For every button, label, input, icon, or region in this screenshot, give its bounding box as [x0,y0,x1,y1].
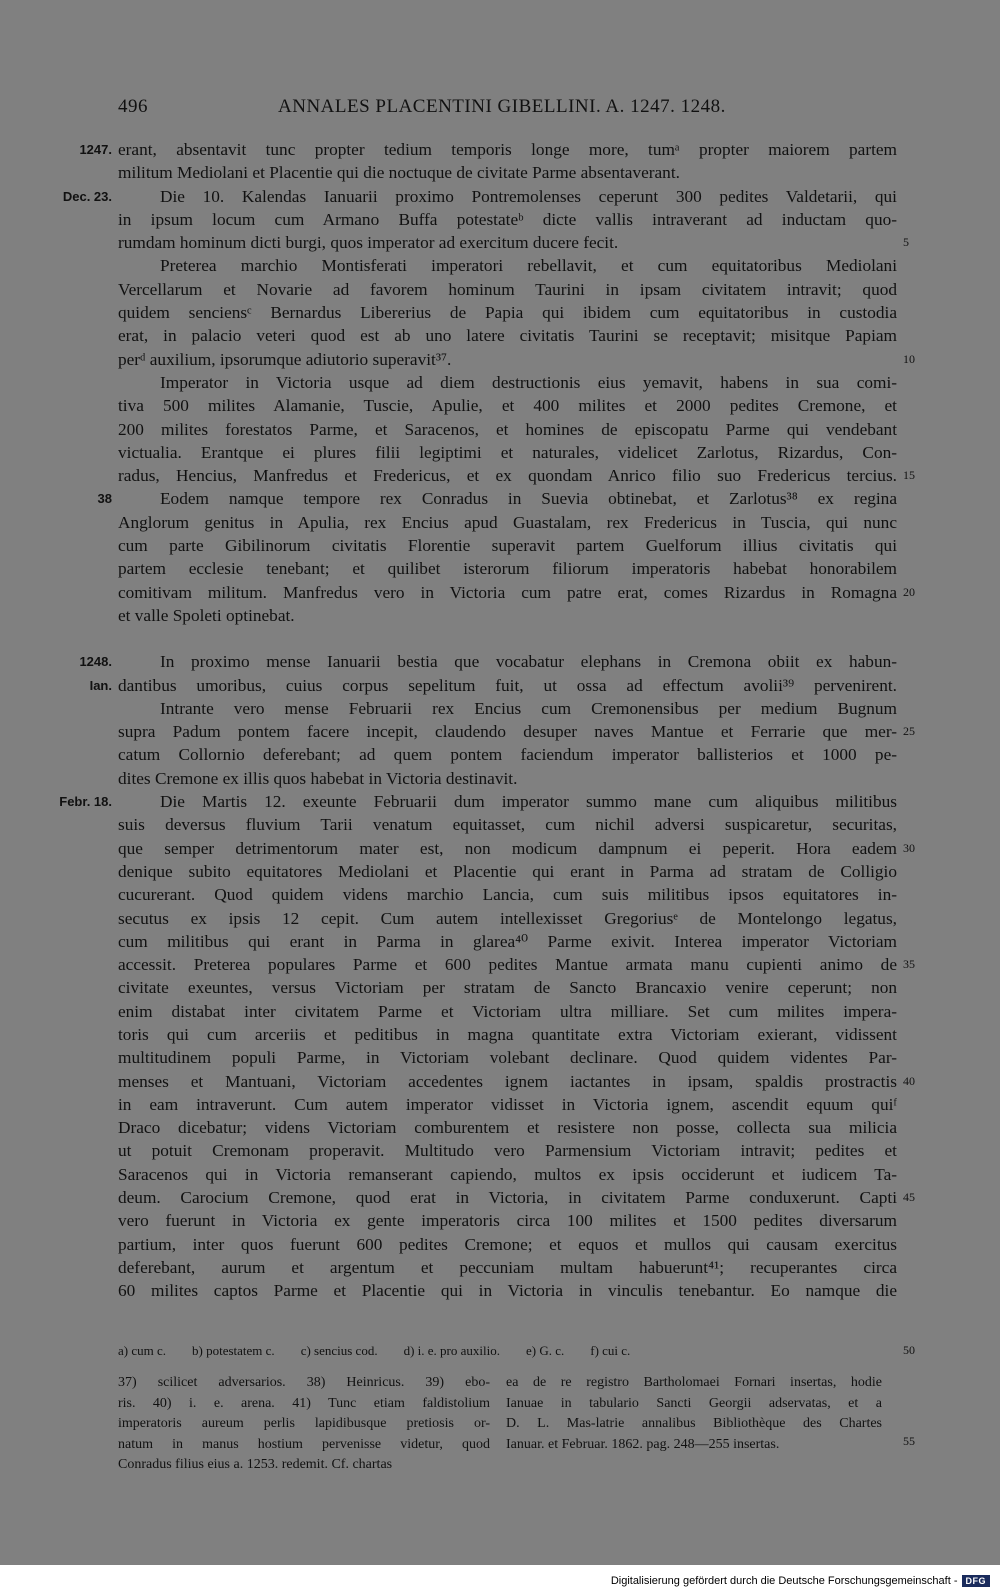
apparatus-note: e) G. c. [525,1343,565,1358]
line-text: ut potuit Cremonam properavit. Multitudo vero Parmensium Victoriam intravit; pedites et [118,1141,897,1161]
text-line [0,138,1000,161]
text-line [0,743,1000,766]
line-text: erat, in palacio veteri quod est ab uno latere civitatis Taurini se receptavit; misitque Papiam [118,326,897,346]
marginal-date-note: 1248. [79,654,112,670]
text-line [0,581,1000,604]
text-line [0,1070,1000,1093]
text-line [0,1093,1000,1116]
line-text: victualia. Erantque ei plures filii legiptimi et naturales, videlicet Zarlotus, Rizardus, Con- [118,442,897,462]
footnote-line: Ianuae in tabulario Sancti Georgii adservatas, et a [506,1395,882,1411]
marginal-date-note: 1247. [79,142,112,157]
line-number: 5 [903,235,909,250]
line-text: Imperator in Victoria usque ad diem destructionis eius yemavit, habens in sua comi- [160,372,897,392]
text-line [0,208,1000,231]
footnotes-right-column [506,1373,882,1455]
line-text: enim distabat inter civitatem Parme et Victoriam ultra milliare. Set cum milites impera- [118,1001,897,1021]
dfg-logo: DFG [962,1575,991,1587]
apparatus-note: d) i. e. pro auxilio. [403,1343,500,1358]
line-number: 35 [903,957,915,972]
text-line [0,860,1000,883]
footnote-line-number: 55 [903,1434,915,1448]
line-number: 25 [903,724,915,739]
apparatus-note: c) sencius cod. [300,1343,378,1358]
text-line [0,324,1000,347]
text-line [0,1233,1000,1256]
main-text [0,138,1000,1303]
line-text: rumdam hominum dicti burgi, quos imperator ad exercitum ducere fecit. [118,233,619,253]
text-line [0,1186,1000,1209]
line-text: denique subito equitatores Mediolani et Placentie qui erant in Parma ad stratam de Colligio [118,861,897,881]
line-text: multitudinem populi Parme, in Victoriam volebant declinare. Quod quidem videntes Par- [118,1048,897,1068]
line-text: civitate exeuntes, versus Victoriam per stratam de Sancto Brancaxio venire ceperunt; non [118,978,897,998]
text-line [0,930,1000,953]
text-line [0,976,1000,999]
line-text: erant, absentavit tunc propter tedium temporis longe more, tumᵃ propter maiorem partem [118,140,897,159]
line-text: accessit. Preterea populares Parme et 600 pedites Mantue armata manu cupienti animo de [118,955,897,975]
line-text: Die 10. Kalendas Ianuarii proximo Pontremolenses ceperunt 300 pedites Valdetarii, qui [160,186,897,206]
text-line [0,394,1000,417]
text-line [0,511,1000,534]
line-text: militum Mediolani et Placentie qui die noctuque de civitate Parme absentaverant. [118,163,680,183]
line-text: 200 milites forestatos Parme, et Saracenos, et homines de episcopatu Parme qui vendebant [118,419,897,439]
marginal-date-note: Ian. [89,677,112,693]
marginal-date-note: Dec. 23. [62,188,112,204]
line-text: cum parte Gibilinorum civitatis Florentie superavit partem Guelforum illius civitatis qui [118,536,897,556]
text-line [0,371,1000,394]
text-line [0,441,1000,464]
text-line [0,790,1000,813]
line-text: Die Martis 12. exeunte Februarii dum imperator summo mane cum aliquibus militibus [160,792,897,812]
text-line [0,767,1000,790]
line-text: 60 milites captos Parme et Placentie qui in Victoria in vinculis tenebantur. Eo namque die [118,1281,897,1301]
text-line [0,254,1000,277]
text-line [0,604,1000,627]
line-text: que semper detrimentorum mater est, non modicum dampnum ei peperit. Hora eadem [118,838,897,858]
text-line [0,161,1000,184]
line-text: Vercellarum et Novarie ad favorem hominum Taurini in ipsam civitatem intravit; quod [118,279,897,299]
footnote-line: Ianuar. et Februar. 1862. pag. 248—255 insertas. [506,1436,780,1452]
apparatus-note: f) cui c. [590,1343,631,1358]
text-line [0,185,1000,208]
digitization-credit [611,1575,990,1587]
text-line [0,813,1000,836]
line-text: menses et Mantuani, Victoriam accedentes ignem iactantes in ipsam, spaldis prostractis [118,1071,897,1091]
line-text: in eam intraverunt. Cum autem imperator vidisset in Victoria ignem, ascendit equum quiᶠ [118,1094,897,1114]
line-text: radus, Hencius, Manfredus et Fredericus, et ex quondam Anrico filio suo Fredericus tercius. [118,466,897,486]
line-text: partem ecclesie tenebant; et quilibet isterorum filiorum imperatoris habebat honorabilem [118,559,897,579]
line-text: catum Collornio deferebant; ad quem pontem faciendum imperator ballisterios et 1000 pe- [118,745,897,765]
text-line [0,837,1000,860]
line-text: Eodem namque tempore rex Conradus in Suevia obtinebat, et Zarlotus³⁸ ex regina [160,489,897,509]
footnote-line: Conradus filius eius a. 1253. redemit. Cf. chartas [118,1457,393,1473]
text-line [0,650,1000,673]
footnote-line: D. L. Mas-latrie annalibus Bibliothèque des Chartes [506,1416,882,1432]
text-line [0,1209,1000,1232]
section-gap [0,627,1000,650]
line-text: cum militibus qui erant in Parma in glarea⁴⁰ Parme exivit. Interea imperator Victoriam [118,931,897,951]
line-text: Anglorum genitus in Apulia, rex Encius apud Guastalam, rex Fredericus in Tuscia, qui nunc [118,512,897,532]
footnote-line: ea de re registro Bartholomaei Fornari insertas, hodie [506,1375,882,1390]
footnote-line: 37) scilicet adversarios. 38) Heinricus. 39) ebo- [118,1375,490,1390]
line-text: Draco dicebatur; videns Victoriam comburentem et resistere non posse, collecta sua milicia [118,1118,897,1138]
line-text: tiva 500 milites Alamanie, Tuscie, Apulie, et 400 milites et 2000 pedites Cremone, et [118,396,897,416]
text-line [0,907,1000,930]
text-line [0,487,1000,510]
footnote-line: natum in manus hostium pervenisse videtur, quod [118,1436,490,1452]
text-line [0,1256,1000,1279]
line-text: secutus ex ipsis 12 cepit. Cum autem intellexisset Gregoriusᵉ de Montelongo legatus, [118,908,897,928]
line-text: suis deversus fluvium Tarii venatum equitasset, cum nichil adversi suspicaretur, securitas, [118,815,897,835]
text-line [0,674,1000,697]
line-text: et valle Spoleti optinebat. [118,605,295,625]
line-text: quidem senciensᶜ Bernardus Libererius de Papia qui ibidem cum equitatoribus in custodia [118,303,897,323]
marginal-date-note: Febr. 18. [59,794,112,810]
text-line [0,557,1000,580]
text-line [0,697,1000,720]
footnote-line: ris. 40) i. e. arena. 41) Tunc etiam faldistolium [118,1395,490,1411]
line-number: 30 [903,840,915,855]
text-line [0,464,1000,487]
footnotes-left-column [118,1373,490,1476]
text-line [0,301,1000,324]
text-line [0,348,1000,371]
page-number: 496 [118,96,148,117]
line-text: In proximo mense Ianuarii bestia que vocabatur elephans in Cremona obiit ex habun- [160,652,897,672]
line-text: in ipsum locum cum Armano Buffa potestateᵇ dicte vallis intraverant ad inductam quo- [118,209,897,229]
apparatus-note: b) potestatem c. [192,1343,275,1358]
line-text: partium, inter quos fuerunt 600 pedites Cremone; et equos et mullos qui causam exercitus [118,1234,897,1254]
footnote-line: imperatoris aureum perlis lapidibusque pretiosis or- [118,1416,490,1432]
line-text: deferebant, aurum et argentum et peccuniam multam habuerunt⁴¹; recuperantes circa [118,1257,897,1277]
line-text: perᵈ auxilium, ipsorumque adiutorio superavit³⁷. [118,349,452,369]
text-line [0,231,1000,254]
credit-text: Digitalisierung gefördert durch die Deutsche Forschungsgemeinschaft - [610,1575,958,1587]
text-line [0,534,1000,557]
running-title: ANNALES PLACENTINI GIBELLINI. A. 1247. 1248. [278,96,726,117]
line-number: 10 [903,351,915,366]
line-text: Preterea marchio Montisferati imperatori rebellavit, et cum equitatoribus Mediolani [160,256,897,276]
text-line [0,1279,1000,1302]
text-line [0,720,1000,743]
line-number: 20 [903,584,915,599]
apparatus-note: a) cum c. [118,1343,167,1358]
line-number: 45 [903,1190,915,1205]
marginal-date-note: 38 [97,491,112,507]
line-text: dites Cremone ex illis quos habebat in Victoria destinavit. [118,768,518,788]
text-line [0,953,1000,976]
line-number: 40 [903,1073,915,1088]
line-text: comitivam militum. Manfredus vero in Victoria cum patre erat, comes Rizardus in Romagna [118,582,897,602]
apparatus-line-number: 50 [903,1343,915,1357]
line-number: 15 [903,468,915,483]
critical-apparatus [118,1343,915,1359]
text-line [0,1046,1000,1069]
text-line [0,1023,1000,1046]
text-line [0,278,1000,301]
text-line [0,1116,1000,1139]
line-text: supra Padum pontem facere incepit, claudendo desuper naves Mantue et Ferrarie que mer- [118,722,897,742]
line-text: cucurerant. Quod quidem videns marchio Lancia, cum suis militibus ipsos equitatores in- [118,885,897,905]
line-text: vero fuerunt in Victoria ex gente imperatoris circa 100 milites et 1500 pedites diversarum [118,1211,897,1231]
text-line [0,1139,1000,1162]
line-text: dantibus umoribus, cuius corpus sepelitum fuit, ut ossa ad effectum avolii³⁹ pervenirent. [118,675,897,695]
text-line [0,883,1000,906]
line-text: Saracenos qui in Victoria remanserant capiendo, multos ex ipsis occiderunt et iudicem Ta- [118,1164,897,1184]
text-line [0,1163,1000,1186]
line-text: Intrante vero mense Februarii rex Encius cum Cremonensibus per medium Bugnum [160,698,897,718]
line-text: deum. Carocium Cremone, quod erat in Victoria, in civitatem Parme conduxerunt. Capti [118,1188,897,1208]
line-text: toris qui cum arceriis et peditibus in magna quantitate extra Victoriam exierant, vidissent [118,1024,897,1044]
text-line [0,1000,1000,1023]
text-line [0,418,1000,441]
